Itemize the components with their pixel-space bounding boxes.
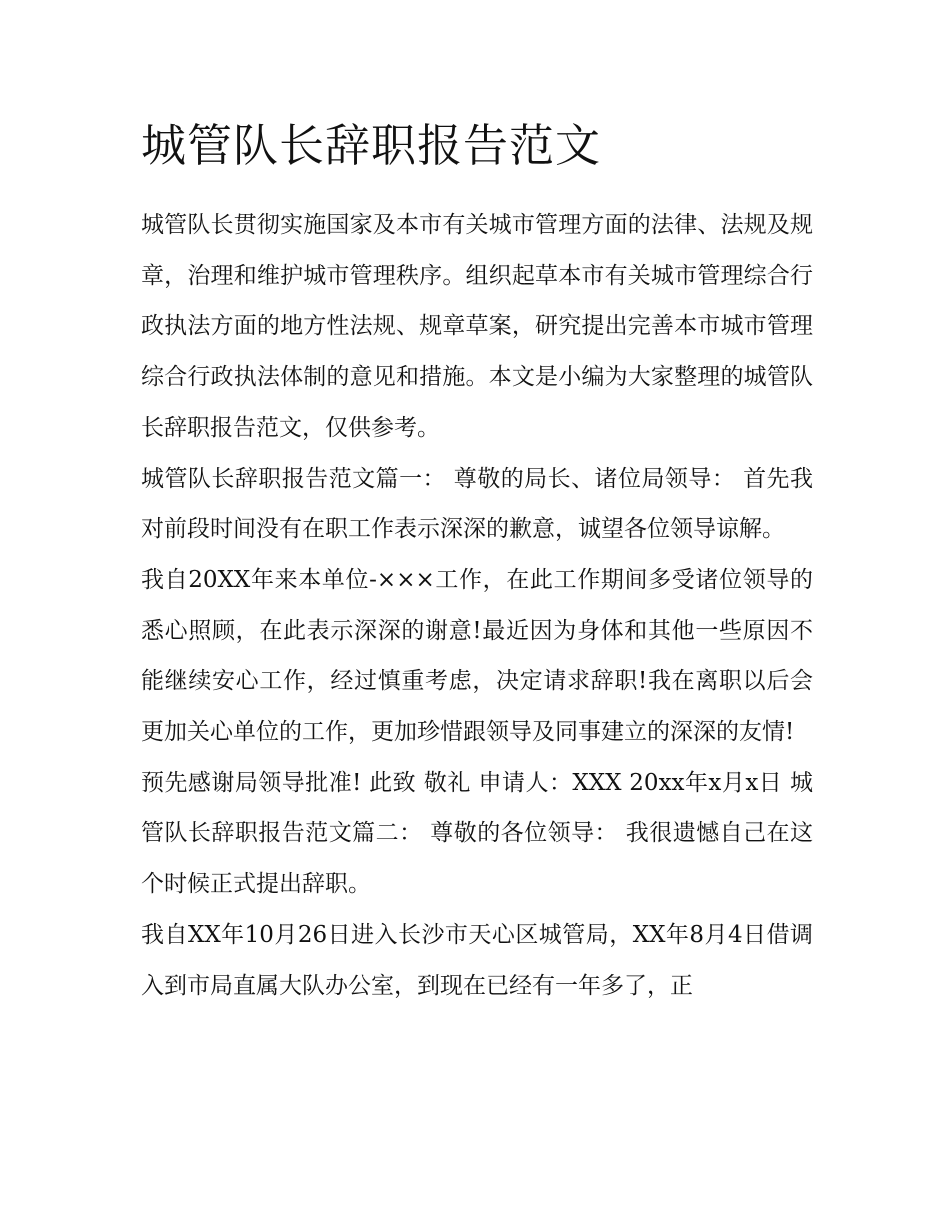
document-body: [141, 112, 813, 1011]
paragraph-letter-one-opening: 城管队长辞职报告范文篇一： 尊敬的局长、诸位局领导： 首先我对前段时间没有在职工作表示深深的歉意，诚望各位领导谅解。: [141, 465, 813, 543]
paragraph-letter-two-opening: 预先感谢局领导批准! 此致 敬礼 申请人：XXX 20xx年x月x日 城管队长辞职报告范文篇二： 尊敬的各位领导： 我很遗憾自己在这个时候正式提出辞职。: [141, 769, 813, 898]
paragraph-letter-two-body: 我自XX年10月26日进入长沙市天心区城管局，XX年8月4日借调入到市局直属大队办公室，到现在已经有一年多了，正: [141, 921, 813, 999]
paragraph-letter-one-body: 我自20XX年来本单位-×××工作，在此工作期间多受诸位领导的悉心照顾，在此表示深深的谢意!最近因为身体和其他一些原因不能继续安心工作，经过慎重考虑，决定请求辞职!我在离职以后会更加关心单位的工作，更加珍惜跟领导及同事建立的深深的友情!: [141, 566, 813, 746]
document-title: 城管队长辞职报告范文: [141, 119, 602, 172]
paragraph-intro: 城管队长贯彻实施国家及本市有关城市管理方面的法律、法规及规章，治理和维护城市管理秩序。组织起草本市有关城市管理综合行政执法方面的地方性法规、规章草案，研究提出完善本市城市管理综合行政执法体制的意见和措施。本文是小编为大家整理的城管队长辞职报告范文，仅供参考。: [141, 212, 813, 441]
